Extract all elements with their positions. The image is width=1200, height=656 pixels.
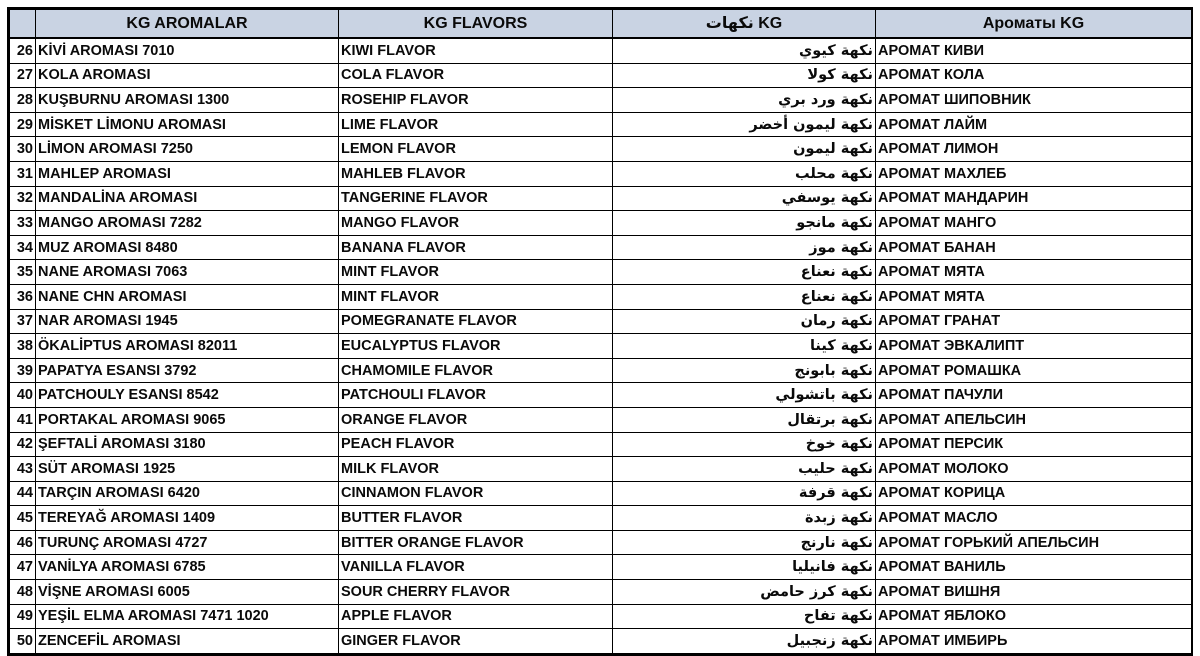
table-body	[10, 38, 1192, 653]
row-number: 50	[10, 629, 36, 654]
arabic-name: نكهة نعناع	[613, 284, 876, 309]
row-number: 45	[10, 506, 36, 531]
row-number: 48	[10, 580, 36, 605]
table-row	[10, 211, 1192, 236]
table-row	[10, 383, 1192, 408]
russian-name: АРОМАТ ПАЧУЛИ	[876, 383, 1192, 408]
english-name: PATCHOULI FLAVOR	[339, 383, 613, 408]
russian-name: АРОМАТ ЭВКАЛИПТ	[876, 334, 1192, 359]
english-name: LEMON FLAVOR	[339, 137, 613, 162]
english-name: MINT FLAVOR	[339, 284, 613, 309]
header-turkish: KG AROMALAR	[36, 10, 339, 39]
row-number: 31	[10, 161, 36, 186]
table-row	[10, 186, 1192, 211]
table-row	[10, 580, 1192, 605]
russian-name: АРОМАТ РОМАШКА	[876, 358, 1192, 383]
flavor-table-sheet	[7, 7, 1193, 656]
english-name: MANGO FLAVOR	[339, 211, 613, 236]
row-number: 38	[10, 334, 36, 359]
russian-name: АРОМАТ ПЕРСИК	[876, 432, 1192, 457]
row-number: 41	[10, 407, 36, 432]
table-row	[10, 506, 1192, 531]
row-number: 46	[10, 530, 36, 555]
table-row	[10, 358, 1192, 383]
table-row	[10, 63, 1192, 88]
arabic-name: نكهة نارنج	[613, 530, 876, 555]
arabic-name: نكهة كولا	[613, 63, 876, 88]
russian-name: АРОМАТ КОЛА	[876, 63, 1192, 88]
english-name: PEACH FLAVOR	[339, 432, 613, 457]
english-name: COLA FLAVOR	[339, 63, 613, 88]
russian-name: АРОМАТ ВАНИЛЬ	[876, 555, 1192, 580]
russian-name: АРОМАТ БАНАН	[876, 235, 1192, 260]
russian-name: АРОМАТ КОРИЦА	[876, 481, 1192, 506]
table-header	[10, 10, 1192, 39]
russian-name: АРОМАТ ШИПОВНИК	[876, 88, 1192, 113]
turkish-name: LİMON AROMASI 7250	[36, 137, 339, 162]
table-row	[10, 457, 1192, 482]
table-row	[10, 481, 1192, 506]
table-row	[10, 137, 1192, 162]
arabic-name: نكهة بابونج	[613, 358, 876, 383]
arabic-name: نكهة مانجو	[613, 211, 876, 236]
header-number	[10, 10, 36, 39]
arabic-name: نكهة باتشولي	[613, 383, 876, 408]
arabic-name: نكهة كينا	[613, 334, 876, 359]
arabic-name: نكهة يوسفي	[613, 186, 876, 211]
table-row	[10, 407, 1192, 432]
row-number: 40	[10, 383, 36, 408]
turkish-name: KİVİ AROMASI 7010	[36, 38, 339, 63]
row-number: 28	[10, 88, 36, 113]
row-number: 30	[10, 137, 36, 162]
row-number: 35	[10, 260, 36, 285]
arabic-name: نكهة قرفة	[613, 481, 876, 506]
row-number: 44	[10, 481, 36, 506]
header-english: KG FLAVORS	[339, 10, 613, 39]
english-name: CINNAMON FLAVOR	[339, 481, 613, 506]
turkish-name: TURUNÇ AROMASI 4727	[36, 530, 339, 555]
english-name: SOUR CHERRY FLAVOR	[339, 580, 613, 605]
turkish-name: MAHLEP AROMASI	[36, 161, 339, 186]
arabic-name: نكهة موز	[613, 235, 876, 260]
header-russian: Ароматы KG	[876, 10, 1192, 39]
russian-name: АРОМАТ ГОРЬКИЙ АПЕЛЬСИН	[876, 530, 1192, 555]
table-row	[10, 530, 1192, 555]
table-row	[10, 88, 1192, 113]
turkish-name: ZENCEFİL AROMASI	[36, 629, 339, 654]
table-row	[10, 235, 1192, 260]
row-number: 42	[10, 432, 36, 457]
row-number: 39	[10, 358, 36, 383]
turkish-name: VİŞNE AROMASI 6005	[36, 580, 339, 605]
english-name: BUTTER FLAVOR	[339, 506, 613, 531]
turkish-name: KUŞBURNU AROMASI 1300	[36, 88, 339, 113]
arabic-name: نكهة كرز حامض	[613, 580, 876, 605]
arabic-name: نكهة ورد بري	[613, 88, 876, 113]
turkish-name: MUZ AROMASI 8480	[36, 235, 339, 260]
turkish-name: NANE AROMASI 7063	[36, 260, 339, 285]
arabic-name: نكهة زنجبيل	[613, 629, 876, 654]
russian-name: АРОМАТ МАНДАРИН	[876, 186, 1192, 211]
russian-name: АРОМАТ МАХЛЕБ	[876, 161, 1192, 186]
arabic-name: نكهة تفاح	[613, 604, 876, 629]
row-number: 36	[10, 284, 36, 309]
flavor-table	[9, 9, 1192, 654]
turkish-name: TEREYAĞ AROMASI 1409	[36, 506, 339, 531]
arabic-name: نكهة رمان	[613, 309, 876, 334]
table-row	[10, 604, 1192, 629]
table-row	[10, 260, 1192, 285]
russian-name: АРОМАТ ЯБЛОКО	[876, 604, 1192, 629]
arabic-name: نكهة محلب	[613, 161, 876, 186]
turkish-name: MANDALİNA AROMASI	[36, 186, 339, 211]
russian-name: АРОМАТ КИВИ	[876, 38, 1192, 63]
header-row	[10, 10, 1192, 39]
english-name: MILK FLAVOR	[339, 457, 613, 482]
arabic-name: نكهة خوخ	[613, 432, 876, 457]
english-name: ROSEHIP FLAVOR	[339, 88, 613, 113]
english-name: GINGER FLAVOR	[339, 629, 613, 654]
table-row	[10, 334, 1192, 359]
turkish-name: NAR AROMASI 1945	[36, 309, 339, 334]
turkish-name: ŞEFTALİ AROMASI 3180	[36, 432, 339, 457]
russian-name: АРОМАТ ИМБИРЬ	[876, 629, 1192, 654]
russian-name: АРОМАТ ВИШНЯ	[876, 580, 1192, 605]
turkish-name: KOLA AROMASI	[36, 63, 339, 88]
arabic-name: نكهة نعناع	[613, 260, 876, 285]
header-arabic: KG نكهات	[613, 10, 876, 39]
table-row	[10, 112, 1192, 137]
russian-name: АРОМАТ МАНГО	[876, 211, 1192, 236]
row-number: 37	[10, 309, 36, 334]
arabic-name: نكهة حليب	[613, 457, 876, 482]
turkish-name: ÖKALİPTUS AROMASI 82011	[36, 334, 339, 359]
english-name: MINT FLAVOR	[339, 260, 613, 285]
russian-name: АРОМАТ ЛИМОН	[876, 137, 1192, 162]
turkish-name: YEŞİL ELMA AROMASI 7471 1020	[36, 604, 339, 629]
russian-name: АРОМАТ МЯТА	[876, 284, 1192, 309]
english-name: TANGERINE FLAVOR	[339, 186, 613, 211]
row-number: 32	[10, 186, 36, 211]
turkish-name: NANE CHN AROMASI	[36, 284, 339, 309]
table-row	[10, 629, 1192, 654]
arabic-name: نكهة برتقال	[613, 407, 876, 432]
english-name: POMEGRANATE FLAVOR	[339, 309, 613, 334]
russian-name: АРОМАТ АПЕЛЬСИН	[876, 407, 1192, 432]
english-name: BANANA FLAVOR	[339, 235, 613, 260]
turkish-name: SÜT AROMASI 1925	[36, 457, 339, 482]
turkish-name: MANGO AROMASI 7282	[36, 211, 339, 236]
turkish-name: PORTAKAL AROMASI 9065	[36, 407, 339, 432]
arabic-name: نكهة ليمون	[613, 137, 876, 162]
turkish-name: PAPATYA ESANSI 3792	[36, 358, 339, 383]
english-name: CHAMOMILE FLAVOR	[339, 358, 613, 383]
row-number: 47	[10, 555, 36, 580]
table-row	[10, 309, 1192, 334]
table-row	[10, 284, 1192, 309]
row-number: 27	[10, 63, 36, 88]
english-name: VANILLA FLAVOR	[339, 555, 613, 580]
english-name: BITTER ORANGE FLAVOR	[339, 530, 613, 555]
russian-name: АРОМАТ МЯТА	[876, 260, 1192, 285]
turkish-name: PATCHOULY ESANSI 8542	[36, 383, 339, 408]
english-name: LIME FLAVOR	[339, 112, 613, 137]
row-number: 33	[10, 211, 36, 236]
row-number: 26	[10, 38, 36, 63]
arabic-name: نكهة كيوي	[613, 38, 876, 63]
table-row	[10, 38, 1192, 63]
english-name: EUCALYPTUS FLAVOR	[339, 334, 613, 359]
row-number: 34	[10, 235, 36, 260]
row-number: 43	[10, 457, 36, 482]
turkish-name: TARÇIN AROMASI 6420	[36, 481, 339, 506]
table-row	[10, 161, 1192, 186]
arabic-name: نكهة ليمون أخضر	[613, 112, 876, 137]
turkish-name: VANİLYA AROMASI 6785	[36, 555, 339, 580]
row-number: 29	[10, 112, 36, 137]
arabic-name: نكهة فانيليا	[613, 555, 876, 580]
english-name: APPLE FLAVOR	[339, 604, 613, 629]
russian-name: АРОМАТ ГРАНАТ	[876, 309, 1192, 334]
arabic-name: نكهة زبدة	[613, 506, 876, 531]
english-name: MAHLEB FLAVOR	[339, 161, 613, 186]
row-number: 49	[10, 604, 36, 629]
table-row	[10, 555, 1192, 580]
turkish-name: MİSKET LİMONU AROMASI	[36, 112, 339, 137]
english-name: KIWI FLAVOR	[339, 38, 613, 63]
russian-name: АРОМАТ МОЛОКО	[876, 457, 1192, 482]
russian-name: АРОМАТ ЛАЙМ	[876, 112, 1192, 137]
russian-name: АРОМАТ МАСЛО	[876, 506, 1192, 531]
english-name: ORANGE FLAVOR	[339, 407, 613, 432]
table-row	[10, 432, 1192, 457]
